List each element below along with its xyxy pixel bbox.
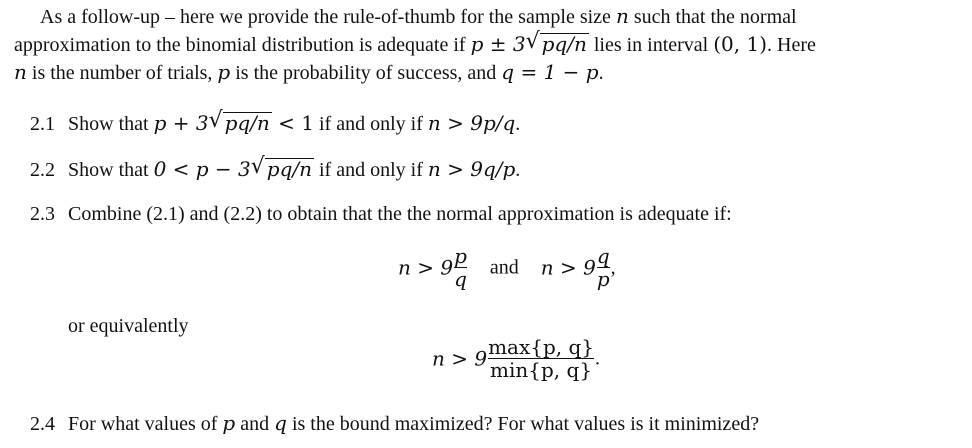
intro-text: approximation to the binomial distribution is adequate if <box>14 34 471 56</box>
item-text: Show that <box>68 159 154 181</box>
item-text: Show that <box>68 113 154 135</box>
intro-text: . <box>598 62 604 84</box>
intro-text: is the number of trials, <box>26 62 218 84</box>
item-number: 2.2 <box>30 159 55 181</box>
math-expression: n > 9q/p <box>427 157 516 181</box>
display-equation-1 <box>398 246 616 289</box>
intro-text: lies in interval <box>588 34 714 56</box>
math-expression: n > 9 <box>540 255 596 280</box>
fraction-denominator: p <box>596 267 610 291</box>
item-number: 2.1 <box>30 113 55 135</box>
fraction-numerator: q <box>596 244 610 268</box>
radicand: pq/n <box>541 32 587 56</box>
item-2-3 <box>30 202 732 226</box>
and-word: and <box>489 256 519 279</box>
item-2-4 <box>30 411 759 436</box>
item-text: if and only if <box>314 113 428 135</box>
fraction-numerator: p <box>454 244 467 268</box>
item-number: 2.4 <box>30 413 55 435</box>
item-text: . <box>515 159 521 181</box>
math-expression: p ± 3 <box>470 32 526 56</box>
punctuation: , <box>610 256 616 279</box>
item-text: and <box>235 413 275 435</box>
fraction-denominator: min{p, q} <box>490 358 593 382</box>
sqrt-expression: √ pq/n <box>250 154 312 181</box>
math-var: p <box>222 411 236 435</box>
item-text: Combine (2.1) and (2.2) to obtain that the the normal approximation is adequate if: <box>68 203 732 225</box>
radicand: pq/n <box>266 157 312 181</box>
intro-text: . Here <box>767 34 816 56</box>
item-text: is the bound maximized? For what values is it minimized? <box>286 413 760 435</box>
math-var: n <box>14 60 27 84</box>
punctuation: . <box>595 347 601 370</box>
sqrt-expression: √ pq/n <box>525 29 587 56</box>
intro-line-2 <box>14 29 816 57</box>
math-var: p <box>217 60 231 84</box>
intro-text: is the probability of success, and <box>230 62 502 84</box>
item-text: For what values of <box>68 413 223 435</box>
intro-text: As a follow-up – here we provide the rule-of-thumb for the sample size <box>40 6 616 28</box>
connector-text: or equivalently <box>68 315 189 337</box>
item-text: if and only if <box>314 159 428 181</box>
math-expression: n > 9 <box>398 255 454 280</box>
fraction-numerator: max{p, q} <box>488 335 595 359</box>
display-equation-2 <box>432 337 600 380</box>
item-2-1 <box>30 108 521 136</box>
math-expression: n > 9p/q <box>427 111 516 135</box>
sqrt-expression: √ pq/n <box>208 108 270 135</box>
item-number: 2.3 <box>30 203 55 225</box>
intro-line-1 <box>40 4 797 29</box>
item-2-2 <box>30 154 521 182</box>
radicand: pq/n <box>224 111 270 135</box>
math-interval: (0, 1) <box>713 32 768 56</box>
intro-text: such that the normal <box>628 6 797 28</box>
intro-line-3 <box>14 60 604 85</box>
fraction-p-over-q <box>454 246 467 289</box>
math-expression: p + 3 <box>153 111 209 135</box>
fraction-q-over-p <box>597 246 610 289</box>
math-expression: q = 1 − p <box>501 60 599 84</box>
math-expression: < 1 <box>271 111 314 135</box>
math-var: q <box>274 411 287 435</box>
math-var: n <box>615 4 629 28</box>
math-expression: 0 < p − 3 <box>153 157 251 181</box>
or-equivalently-text <box>68 314 189 338</box>
fraction-denominator: q <box>454 267 467 291</box>
math-expression: n > 9 <box>432 346 488 371</box>
item-text: . <box>515 113 521 135</box>
fraction-max-over-min <box>488 337 594 380</box>
